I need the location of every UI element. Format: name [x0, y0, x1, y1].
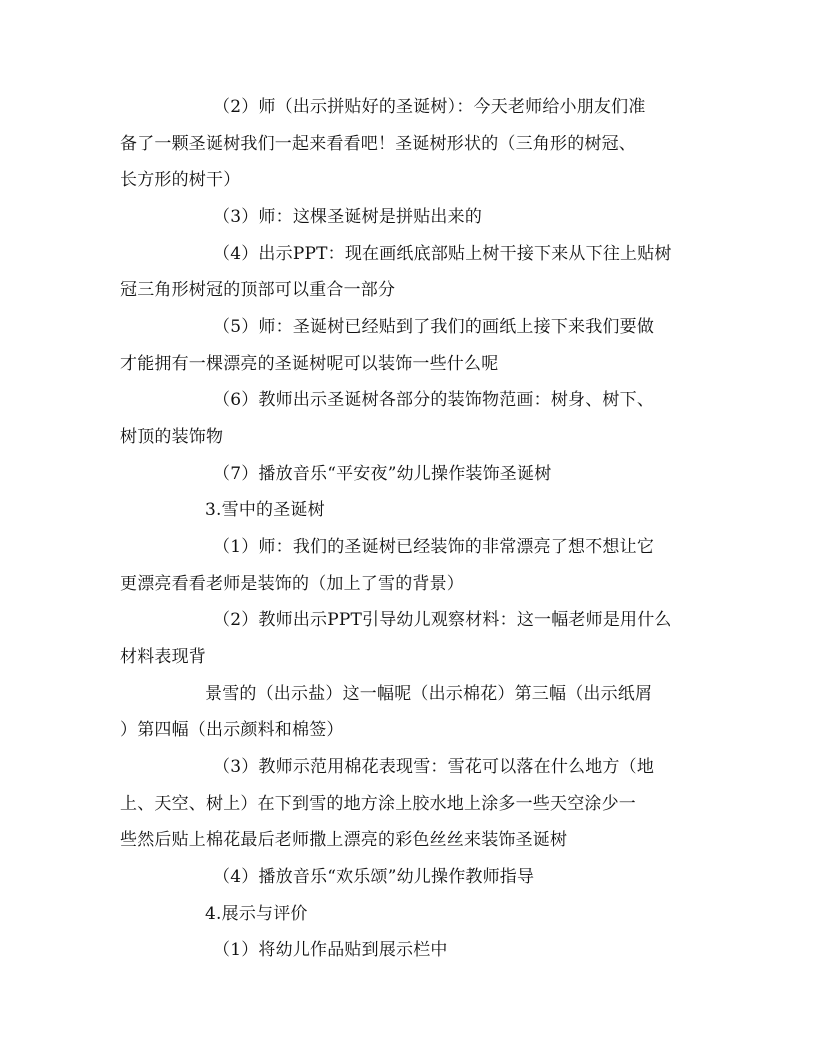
text-line-10: 树顶的装饰物 — [120, 427, 224, 447]
text-line-3: 长方形的树干） — [120, 170, 241, 190]
text-line-16: 材料表现背 — [120, 647, 206, 667]
text-line-8: 才能拥有一棵漂亮的圣诞树呢可以装饰一些什么呢 — [120, 354, 499, 374]
text-line-17: 景雪的（出示盐）这一幅呢（出示棉花）第三幅（出示纸屑 — [205, 684, 653, 704]
text-line-2: 备了一颗圣诞树我们一起来看看吧！圣诞树形状的（三角形的树冠、 — [120, 134, 636, 154]
text-line-15: （2）教师出示PPT引导幼儿观察材料：这一幅老师是用什么 — [213, 610, 672, 630]
text-line-19: （3）教师示范用棉花表现雪：雪花可以落在什么地方（地 — [213, 757, 655, 777]
text-line-11: （7）播放音乐“平安夜”幼儿操作装饰圣诞树 — [213, 464, 552, 484]
section-heading-3: 3.雪中的圣诞树 — [205, 500, 325, 520]
text-line-4: （3）师：这棵圣诞树是拼贴出来的 — [213, 207, 483, 227]
text-line-22: （4）播放音乐“欢乐颂”幼儿操作教师指导 — [213, 867, 535, 887]
text-line-24: （1）将幼儿作品贴到展示栏中 — [213, 940, 448, 960]
text-line-13: （1）师：我们的圣诞树已经装饰的非常漂亮了想不想让它 — [213, 537, 655, 557]
section-heading-4: 4.展示与评价 — [205, 904, 308, 924]
text-line-5: （4）出示PPT：现在画纸底部贴上树干接下来从下往上贴树 — [213, 244, 672, 264]
text-line-14: 更漂亮看看老师是装饰的（加上了雪的背景） — [120, 574, 464, 594]
text-line-1: （2）师（出示拼贴好的圣诞树）：今天老师给小朋友们准 — [213, 97, 646, 117]
text-line-20: 上、天空、树上）在下到雪的地方涂上胶水地上涂多一些天空涂少一 — [120, 794, 636, 814]
text-line-21: 些然后贴上棉花最后老师撒上漂亮的彩色丝丝来装饰圣诞树 — [120, 830, 568, 850]
text-line-7: （5）师：圣诞树已经贴到了我们的画纸上接下来我们要做 — [213, 317, 655, 337]
text-line-9: （6）教师出示圣诞树各部分的装饰物范画：树身、树下、 — [213, 390, 655, 410]
text-line-6: 冠三角形树冠的顶部可以重合一部分 — [120, 280, 396, 300]
text-line-18: ）第四幅（出示颜料和棉签） — [120, 720, 344, 740]
